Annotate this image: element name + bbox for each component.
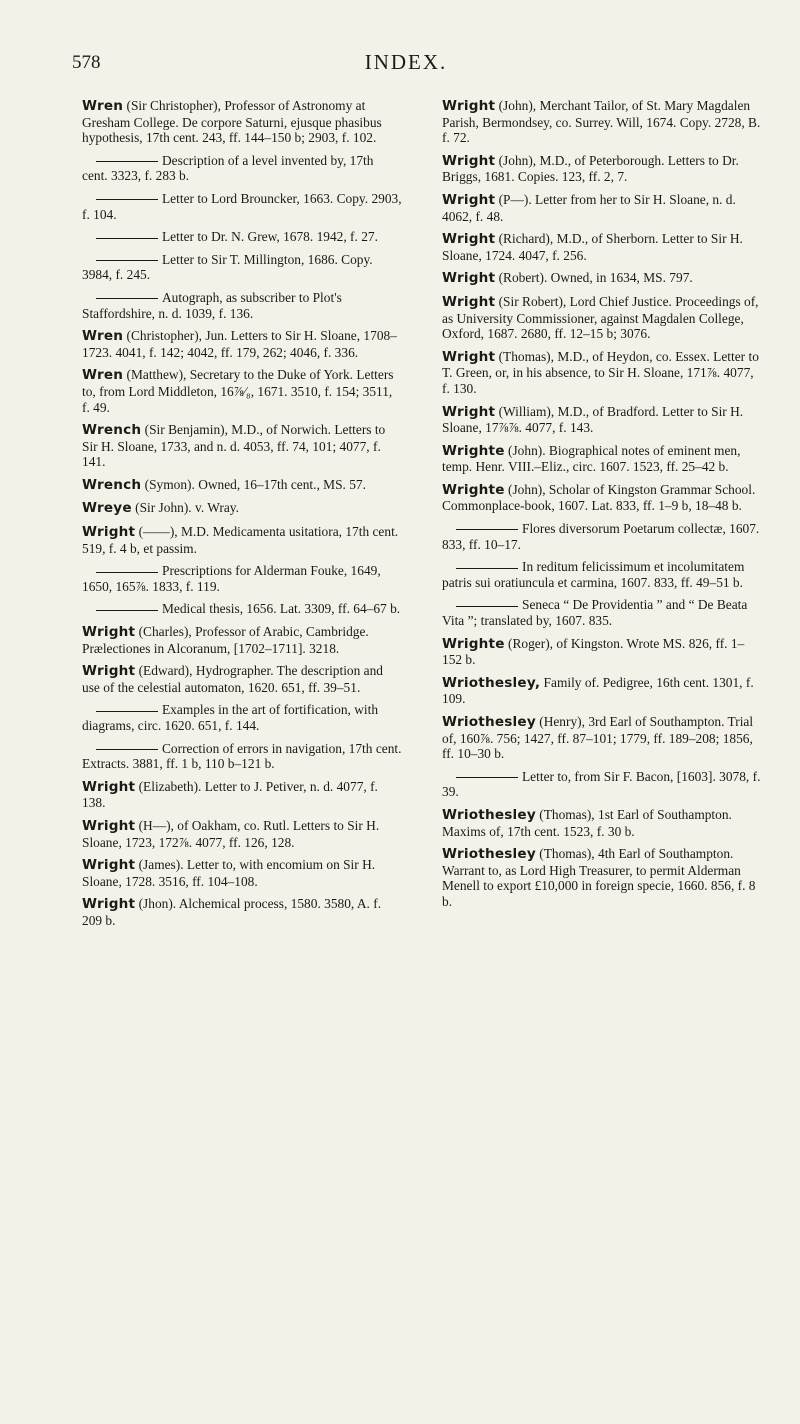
index-entry	[442, 294, 762, 342]
index-headword: Wright	[442, 348, 496, 365]
index-headword: Wright	[82, 857, 136, 874]
ditto-rule	[96, 610, 158, 611]
index-subentry	[442, 769, 762, 800]
index-entry-text: (Richard), M.D., of Sherborn. Letter to Sir H. Sloane, 1724. 4047, f. 256.	[442, 231, 743, 263]
index-entry-text: (Thomas), 1st Earl of Southampton. Maxims of, 17th cent. 1523, f. 30 b.	[442, 806, 732, 839]
index-headword: Wright	[442, 293, 496, 310]
ditto-rule	[96, 161, 158, 162]
index-subentry-text: In reditum felicissimum et incolumitatem patris sui oratiuncula et carmina, 1607. 833, ff. 49–51 b.	[442, 559, 745, 590]
index-entry-text: (P—). Letter from her to Sir H. Sloane, n. d. 4062, f. 48.	[442, 191, 736, 224]
index-column-left	[82, 98, 402, 936]
index-entry	[442, 482, 762, 514]
index-entry	[442, 153, 762, 185]
index-subentry	[442, 521, 762, 552]
index-entry	[82, 367, 402, 415]
ditto-rule	[96, 260, 158, 261]
index-headword: Wright	[82, 663, 136, 680]
index-entry-text: (Roger), of Kingston. Wrote MS. 826, ff. 1–152 b.	[442, 635, 745, 668]
index-subentry-text: Autograph, as subscriber to Plot's Staffordshire, n. d. 1039, f. 136.	[82, 289, 342, 321]
index-entry	[82, 663, 402, 695]
index-subentry-text: Examples in the art of fortification, with diagrams, circ. 1620. 651, f. 144.	[82, 702, 379, 733]
ditto-rule	[456, 568, 518, 569]
index-entry-text: (Charles), Professor of Arabic, Cambridge. Prælectiones in Alcoranum, [1702–1711]. 3218.	[82, 624, 369, 656]
index-headword: Wright	[82, 817, 136, 834]
index-entry	[442, 98, 762, 146]
index-entry-text: (Sir John). v. Wray.	[131, 500, 239, 516]
index-headword: Wrench	[82, 476, 142, 493]
index-entry-text: (H—), of Oakham, co. Rutl. Letters to Sir H. Sloane, 1723, 172⅞. 4077, ff. 126, 128.	[82, 817, 380, 850]
index-entry	[82, 500, 402, 517]
index-subentry	[82, 290, 402, 321]
index-headword: Wright	[82, 778, 136, 795]
index-entry-text: (Sir Benjamin), M.D., of Norwich. Letters to Sir H. Sloane, 1733, and n. d. 4053, ff. 74, 101; 4077, f. 141.	[82, 422, 386, 470]
index-headword: Wriothesley	[442, 714, 536, 730]
index-headword: Wren	[82, 367, 124, 384]
page-header	[72, 50, 740, 80]
index-entry	[442, 807, 762, 839]
index-entry-text: (Sir Christopher), Professor of Astronomy at Gresham College. De corpore Saturni, ejusque phasibus hypothesis, 17th cent. 243, ff. 144–150 b; 2903, f. 102.	[82, 98, 382, 146]
index-entry-text: (Thomas), M.D., of Heydon, co. Essex. Letter to T. Green, or, in his absence, to Sir H. Sloane, 171⅞. 4077, f. 130.	[442, 348, 759, 396]
index-headword: Wrighte	[442, 635, 505, 652]
index-subentry-text: Letter to Sir T. Millington, 1686. Copy. 3984, f. 245.	[82, 251, 373, 283]
ditto-rule	[96, 199, 158, 200]
index-entry	[82, 98, 402, 146]
ditto-rule	[96, 238, 158, 239]
ditto-rule	[456, 529, 518, 530]
index-headword: Wright	[82, 624, 136, 641]
index-headword: Wright	[82, 524, 136, 541]
index-entry-text: (——), M.D. Medicamenta usitatiora, 17th cent. 519, f. 4 b, et passim.	[82, 524, 399, 556]
index-entry	[82, 524, 402, 556]
page-title: INDEX.	[364, 50, 448, 74]
index-subentry	[82, 563, 402, 594]
index-subentry-text: Flores diversorum Poetarum collectæ, 1607. 833, ff. 10–17.	[442, 521, 760, 552]
index-headword: Wrighte	[442, 442, 505, 459]
index-subentry	[82, 741, 402, 772]
index-subentry	[82, 252, 402, 283]
ditto-rule	[456, 777, 518, 778]
index-headword: Wrench	[82, 422, 142, 439]
index-entry-text: (William), M.D., of Bradford. Letter to Sir H. Sloane, 17⅞⅞. 4077, f. 143.	[442, 403, 744, 436]
index-entry	[82, 896, 402, 928]
index-entry-text: (Christopher), Jun. Letters to Sir H. Sloane, 1708–1723. 4041, f. 142; 4042, ff. 179, 262; 4046, f. 336.	[82, 328, 397, 360]
index-subentry	[82, 191, 402, 222]
index-entry	[82, 857, 402, 889]
index-entry	[442, 636, 762, 668]
index-entry-text: (Robert). Owned, in 1634, MS. 797.	[495, 270, 693, 286]
index-entry-text: (John). Biographical notes of eminent men, temp. Henr. VIII.–Eliz., circ. 1607. 1523, ff. 25–42 b.	[442, 442, 741, 475]
index-headword: Wriothesley	[442, 846, 536, 863]
index-subentry-text: Correction of errors in navigation, 17th cent. Extracts. 3881, ff. 1 b, 110 b–121 b.	[82, 740, 402, 772]
index-entry	[82, 477, 402, 494]
index-subentry-text: Prescriptions for Alderman Fouke, 1649, 1650, 165⅞. 1833, f. 119.	[82, 563, 381, 594]
index-entry-text: (Thomas), 4th Earl of Southampton. Warrant to, as Lord High Treasurer, to permit Alderman Menell to export £10,000 in foreign specie, 1660. 856, f. 8 b.	[442, 846, 756, 909]
index-entry	[442, 846, 762, 909]
index-entry-text: (Jhon). Alchemical process, 1580. 3580, A. f. 209 b.	[82, 896, 382, 928]
index-entry-text: (Sir Robert), Lord Chief Justice. Proceedings of, as University Commissioner, against Magdalen College, Oxford, 1687. 2680, ff. 12–15 b; 3076.	[442, 293, 759, 342]
index-entry-text: (Matthew), Secretary to the Duke of York. Letters to, from Lord Middleton, 16⅞⁄₈, 1671. 3510, f. 154; 3511, f. 49.	[82, 367, 394, 415]
index-subentry-text: Seneca “ De Providentia ” and “ De Beata Vita ”; translated by, 1607. 835.	[442, 597, 748, 629]
ditto-rule	[456, 606, 518, 607]
index-headword: Wrighte	[442, 481, 505, 498]
ditto-rule	[96, 298, 158, 299]
index-subentry	[82, 702, 402, 733]
index-subentry-text: Letter to Dr. N. Grew, 1678. 1942, f. 27.	[162, 229, 378, 245]
index-subentry	[442, 597, 762, 628]
index-entry	[82, 422, 402, 470]
index-headword: Wriothesley	[442, 806, 536, 823]
index-headword: Wright	[82, 896, 136, 913]
page-number: 578	[72, 52, 101, 73]
index-entry	[442, 675, 762, 707]
index-entry	[82, 779, 402, 811]
index-subentry	[82, 229, 402, 245]
index-subentry-text: Letter to, from Sir F. Bacon, [1603]. 3078, f. 39.	[442, 768, 761, 800]
index-subentry-text: Medical thesis, 1656. Lat. 3309, ff. 64–67 b.	[162, 601, 401, 617]
index-headword: Wreye	[82, 500, 132, 517]
index-headword: Wright	[442, 191, 496, 208]
index-entry	[82, 624, 402, 656]
index-headword: Wright	[442, 231, 496, 248]
index-headword: Wright	[442, 152, 496, 169]
index-subentry	[82, 601, 402, 617]
index-entry-text: (Elizabeth). Letter to J. Petiver, n. d. 4077, f. 138.	[82, 778, 378, 811]
index-column-right	[442, 98, 762, 917]
index-subentry-text: Letter to Lord Brouncker, 1663. Copy. 2903, f. 104.	[82, 190, 402, 222]
index-headword: Wriothesley,	[442, 674, 541, 691]
index-entry	[82, 818, 402, 850]
index-subentry	[442, 559, 762, 590]
index-entry-text: (Henry), 3rd Earl of Southampton. Trial of, 160⅞. 756; 1427, ff. 87–101; 1779, ff. 189–208; 1856, ff. 10–30 b.	[442, 714, 754, 762]
index-entry-text: Family of. Pedigree, 16th cent. 1301, f. 109.	[442, 674, 754, 707]
ditto-rule	[96, 749, 158, 750]
index-entry-text: (James). Letter to, with encomium on Sir H. Sloane, 1728. 3516, ff. 104–108.	[82, 857, 376, 889]
index-subentry-text: Description of a level invented by, 17th cent. 3323, f. 283 b.	[82, 152, 374, 184]
index-entry-text: (Symon). Owned, 16–17th cent., MS. 57.	[141, 476, 366, 492]
index-headword: Wright	[442, 98, 496, 114]
index-headword: Wright	[442, 270, 496, 287]
index-entry-text: (Edward), Hydrographer. The description and use of the celestial automaton, 1620. 651, ff. 39–51.	[82, 663, 384, 695]
index-subentry	[82, 153, 402, 184]
ditto-rule	[96, 711, 158, 712]
index-entry-text: (John), M.D., of Peterborough. Letters to Dr. Briggs, 1681. Copies. 123, ff. 2, 7.	[442, 152, 739, 185]
index-entry	[442, 714, 762, 762]
index-headword: Wren	[82, 328, 124, 345]
ditto-rule	[96, 572, 158, 573]
index-entry	[442, 443, 762, 475]
index-entry-text: (John), Scholar of Kingston Grammar School. Commonplace-book, 1607. Lat. 833, ff. 1–9 b, 18–48 b.	[442, 481, 756, 514]
index-entry	[82, 328, 402, 360]
index-entry	[442, 404, 762, 436]
index-headword: Wright	[442, 403, 496, 420]
index-entry	[442, 192, 762, 224]
index-entry	[442, 231, 762, 263]
index-headword: Wren	[82, 98, 124, 114]
index-entry	[442, 349, 762, 397]
index-entry	[442, 270, 762, 287]
index-entry-text: (John), Merchant Tailor, of St. Mary Magdalen Parish, Bermondsey, co. Surrey. Will, 1674. Copy. 2728, B. f. 72.	[442, 98, 761, 146]
